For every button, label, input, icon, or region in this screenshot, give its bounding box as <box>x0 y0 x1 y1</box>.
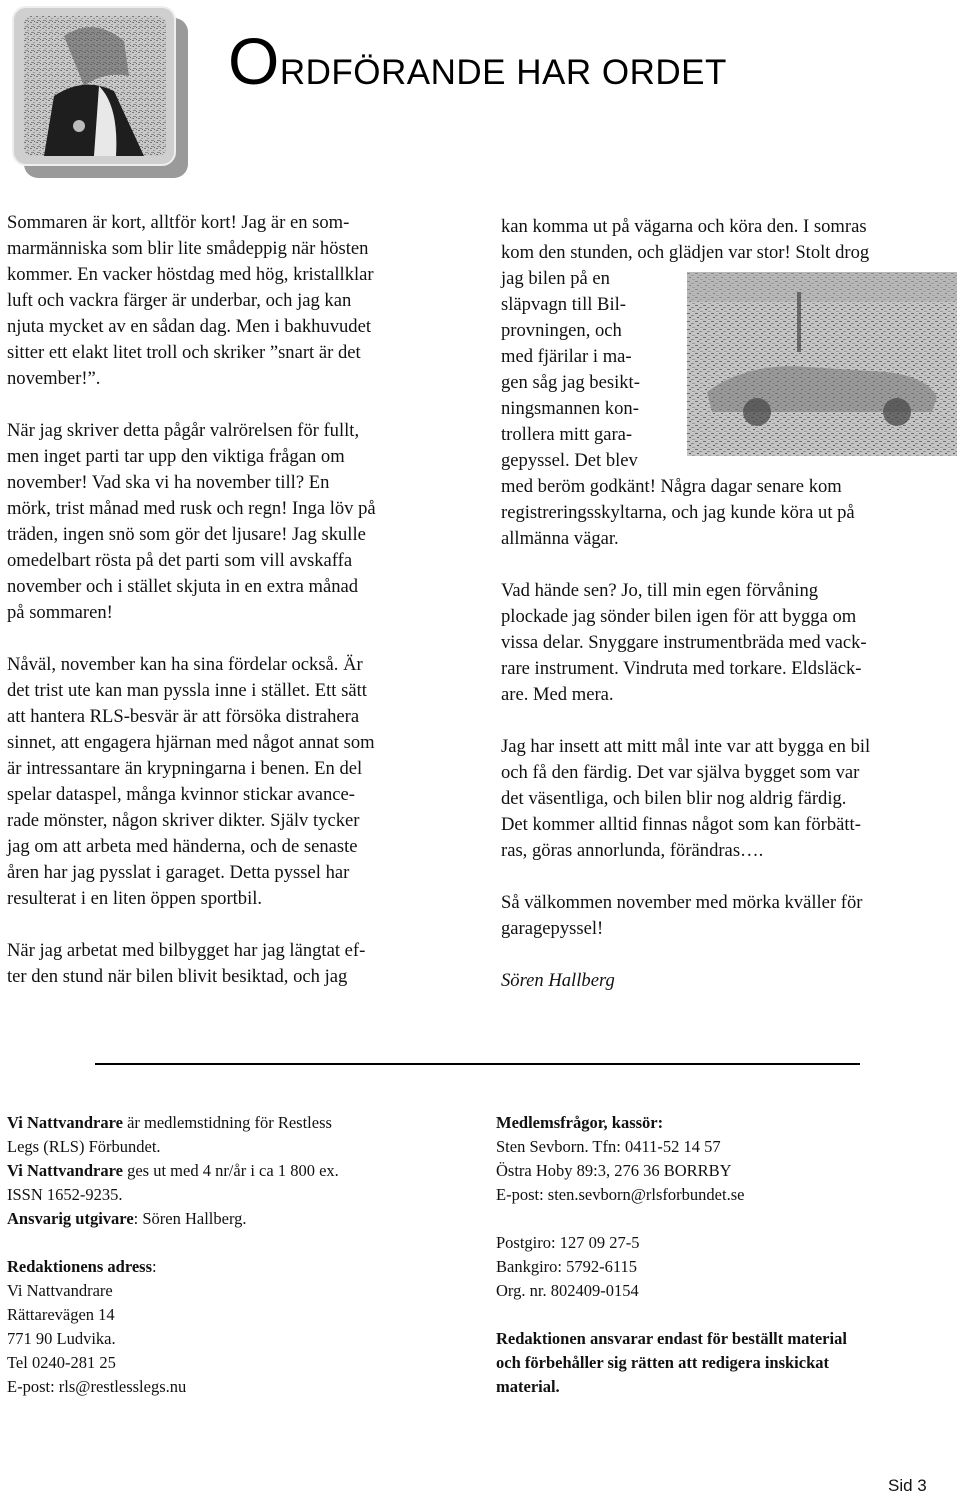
text-line: njuta mycket av en sådan dag. Men i bakhuvudet <box>7 316 372 337</box>
text-line: are. Med mera. <box>501 684 614 705</box>
text-line: träden, ingen snö som gör det ljusare! Jag skulle <box>7 524 366 545</box>
text-line: registreringsskyltarna, och jag kunde köra ut på <box>501 502 855 523</box>
colophon-line <box>7 1111 462 1135</box>
article-paragraph <box>501 734 960 864</box>
text-line: rade mönster, någon skriver dikter. Själv tycker <box>7 810 360 831</box>
account-line: Bankgiro: 5792-6115 <box>496 1257 637 1276</box>
member-contact-line: Sten Sevborn. Tfn: 0411-52 14 57 <box>496 1137 721 1156</box>
title-rest: RDFÖRANDE HAR ORDET <box>279 53 727 92</box>
text-line: gepyssel. Det blev <box>501 450 638 471</box>
colophon-text: ges ut med 4 nr/år i ca 1 800 ex. <box>122 1161 339 1180</box>
text-line: är intressantare än krypningarna i benen. En del <box>7 758 363 779</box>
text-line: När jag arbetat med bilbygget har jag längtat ef- <box>7 940 366 961</box>
text-line: ter den stund när bilen blivit besiktad, och jag <box>7 966 348 987</box>
address-line: Vi Nattvandrare <box>7 1281 113 1300</box>
text-line: Vad hände sen? Jo, till min egen förvåning <box>501 580 819 601</box>
article-paragraph <box>7 652 462 912</box>
text-line: med beröm godkänt! Några dagar senare kom <box>501 476 842 497</box>
disclaimer-line: Redaktionen ansvarar endast för beställt material <box>496 1329 847 1348</box>
text-line: kom den stunden, och glädjen var stor! Stolt drog <box>501 242 870 263</box>
text-line: åren har jag pysslat i garaget. Detta pyssel har <box>7 862 350 883</box>
disclaimer <box>496 1327 951 1399</box>
text-line: Sommaren är kort, alltför kort! Jag är en som- <box>7 212 350 233</box>
text-line: jag om att arbeta med händerna, och de senaste <box>7 836 358 857</box>
text-line: släpvagn till Bil- <box>501 294 626 315</box>
text-line: sinnet, att engagera hjärnan med något annat som <box>7 732 375 753</box>
text-line: det trist ute kan man pyssla inne i stället. Ett sätt <box>7 680 367 701</box>
disclaimer-line: och förbehåller sig rätten att redigera inskickat <box>496 1353 830 1372</box>
text-line: trollera mitt gara- <box>501 424 633 445</box>
text-line: garagepyssel! <box>501 918 604 939</box>
address-line: 771 90 Ludvika. <box>7 1329 116 1348</box>
colophon-line <box>7 1207 462 1231</box>
text-line: omedelbart rösta på det parti som vill avskaffa <box>7 550 353 571</box>
colophon <box>7 1111 462 1423</box>
text-line: plockade jag sönder bilen igen för att bygga om <box>501 606 857 627</box>
address-label: Redaktionens adress <box>7 1257 153 1276</box>
text-line: Så välkommen november med mörka kväller för <box>501 892 863 913</box>
text-line: november!”. <box>7 368 101 389</box>
title-initial: O <box>228 24 280 98</box>
text-line: Det kommer alltid finnas något som kan förbätt- <box>501 814 861 835</box>
article-paragraph <box>7 210 462 392</box>
article-paragraph <box>7 418 462 626</box>
member-contact <box>496 1111 951 1423</box>
text-line: När jag skriver detta pågår valrörelsen för fullt, <box>7 420 360 441</box>
text-line: gen såg jag besikt- <box>501 372 640 393</box>
portrait-image <box>24 16 166 156</box>
text-line: provningen, och <box>501 320 622 341</box>
address-line: E-post: rls@restlesslegs.nu <box>7 1377 187 1396</box>
text-line: kommer. En vacker höstdag med hög, kristallklar <box>7 264 374 285</box>
text-line: kan komma ut på vägarna och köra den. I somras <box>501 216 867 237</box>
text-line: att hantera RLS-besvär är att försöka distrahera <box>7 706 360 727</box>
text-line: november och i stället skjuta in en extra månad <box>7 576 359 597</box>
text-line: vissa delar. Snyggare instrumentbräda med vack- <box>501 632 867 653</box>
colophon-line: Legs (RLS) Förbundet. <box>7 1137 161 1156</box>
text-line: det väsentliga, och bilen blir nog aldrig färdig. <box>501 788 847 809</box>
text-line: Jag har insett att mitt mål inte var att bygga en bil <box>501 736 871 757</box>
text-line: resulterat i en liten öppen sportbil. <box>7 888 263 909</box>
address-colon: : <box>152 1257 157 1276</box>
account-line: Postgiro: 127 09 27-5 <box>496 1233 640 1252</box>
address-line: Tel 0240-281 25 <box>7 1353 116 1372</box>
text-line: och få den färdig. Det var själva bygget som var <box>501 762 860 783</box>
publisher-label: Ansvarig utgivare <box>7 1209 134 1228</box>
article-paragraph <box>7 938 462 990</box>
text-line: ras, göras annorlunda, förändras…. <box>501 840 764 861</box>
sports-car-photo <box>687 272 957 456</box>
member-heading: Medlemsfrågor, kassör: <box>496 1113 664 1132</box>
text-line: november! Vad ska vi ha november till? En <box>7 472 330 493</box>
text-line: men inget parti tar upp den viktiga frågan om <box>7 446 345 467</box>
article-left-column <box>7 210 462 1016</box>
text-line: sitter ett elakt litet troll och skriker ”snart är det <box>7 342 361 363</box>
text-line: med fjärilar i ma- <box>501 346 632 367</box>
publication-name: Vi Nattvandrare <box>7 1113 123 1132</box>
text-line: mörk, trist månad med rusk och regn! Inga löv på <box>7 498 376 519</box>
text-line: jag bilen på en <box>501 268 610 289</box>
text-line: marmänniska som blir lite smådeppig när hösten <box>7 238 369 259</box>
text-line: Nåväl, november kan ha sina fördelar också. Är <box>7 654 363 675</box>
text-line: allmänna vägar. <box>501 528 619 549</box>
text-line: spelar dataspel, många kvinnor stickar avance- <box>7 784 355 805</box>
section-divider <box>95 1063 860 1065</box>
page-number: Sid 3 <box>888 1476 927 1495</box>
text-line: på sommaren! <box>7 602 113 623</box>
member-contact-line: E-post: sten.sevborn@rlsforbundet.se <box>496 1185 745 1204</box>
page-title <box>228 24 727 98</box>
article-paragraph <box>501 890 960 942</box>
member-contact-line: Östra Hoby 89:3, 276 36 BORRBY <box>496 1161 732 1180</box>
author-signature: Sören Hallberg <box>501 970 615 991</box>
address-heading <box>7 1255 462 1279</box>
article-paragraph <box>501 578 960 708</box>
account-line: Org. nr. 802409-0154 <box>496 1281 639 1300</box>
disclaimer-line: material. <box>496 1377 560 1396</box>
publication-name: Vi Nattvandrare <box>7 1161 123 1180</box>
address-line: Rättarevägen 14 <box>7 1305 115 1324</box>
colophon-line <box>7 1159 462 1183</box>
colophon-text: är medlemstidning för Restless <box>122 1113 332 1132</box>
publisher-name: : Sören Hallberg. <box>133 1209 247 1228</box>
text-line: ningsmannen kon- <box>501 398 639 419</box>
text-line: rare instrument. Vindruta med torkare. Eldsläck- <box>501 658 862 679</box>
text-line: luft och vackra färger är underbar, och jag kan <box>7 290 352 311</box>
chairman-photo <box>12 6 192 182</box>
issn: ISSN 1652-9235. <box>7 1185 123 1204</box>
